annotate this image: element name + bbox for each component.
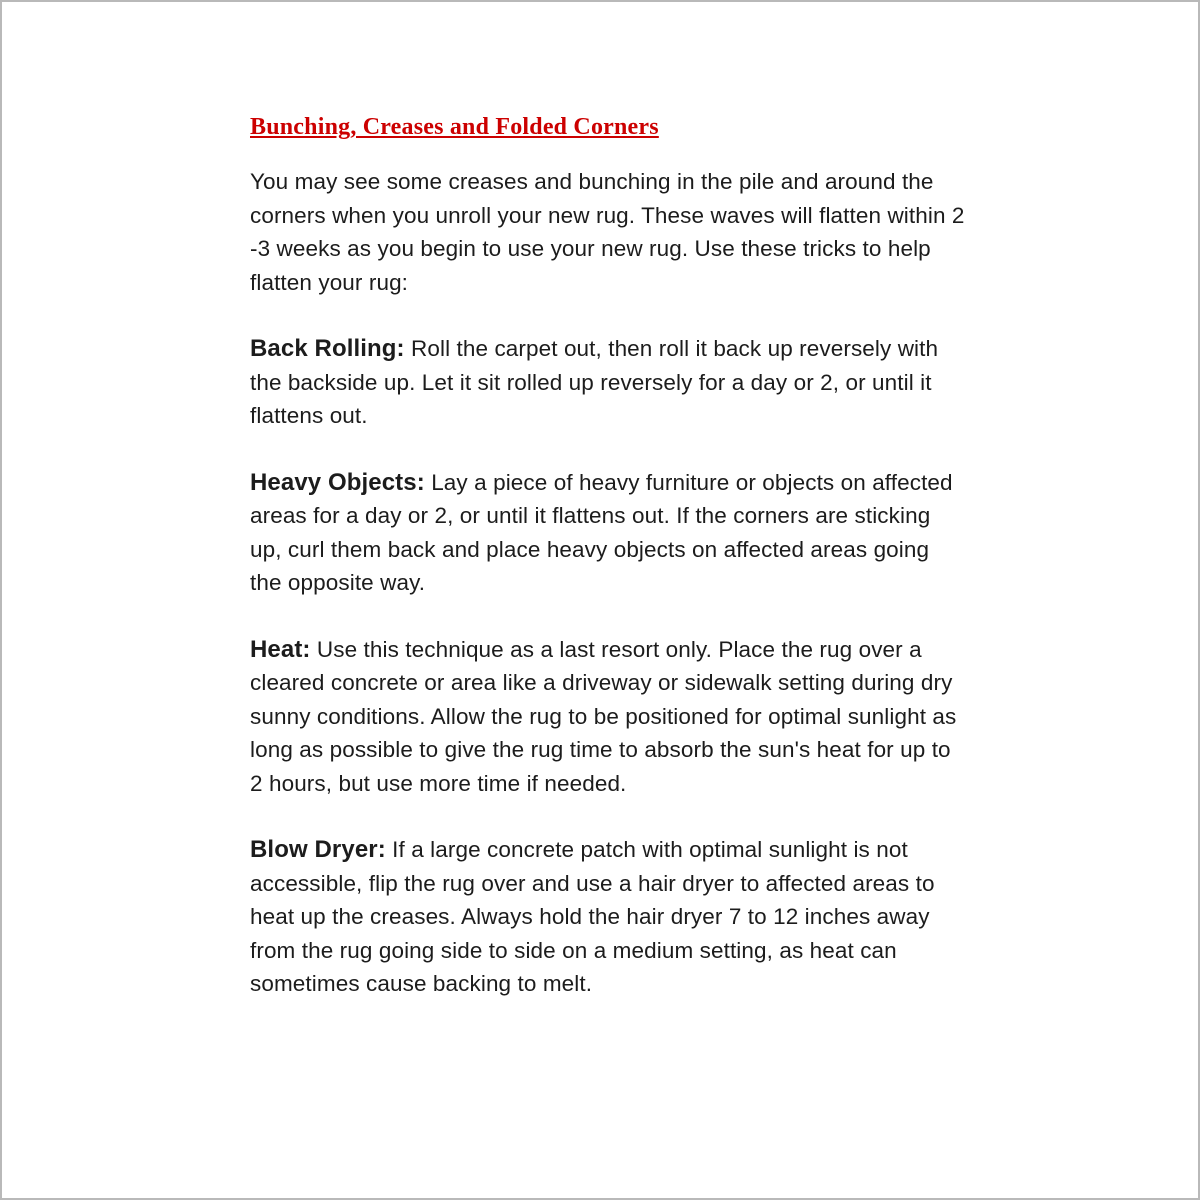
section-heat bbox=[250, 633, 965, 801]
section-label: Blow Dryer: bbox=[250, 836, 386, 863]
section-body: Lay a piece of heavy furniture or objects on affected areas for a day or 2, or until it flattens out. If the corners are sticking up, curl them back and place heavy objects on affected areas going the opposite way. bbox=[250, 469, 953, 595]
section-heavy-objects bbox=[250, 466, 965, 600]
section-blow-dryer bbox=[250, 833, 965, 1001]
section-back-rolling bbox=[250, 332, 965, 433]
section-label: Back Rolling: bbox=[250, 335, 405, 362]
section-body: Use this technique as a last resort only. Place the rug over a cleared concrete or area like a driveway or sidewalk setting during dry sunny conditions. Allow the rug to be positioned for optimal sunlight as long as possible to give the rug time to absorb the sun's heat for up to 2 hours, but use more time if needed. bbox=[250, 636, 957, 796]
section-body: Roll the carpet out, then roll it back up reversely with the backside up. Let it sit rolled up reversely for a day or 2, or until it flattens out. bbox=[250, 336, 939, 428]
intro-paragraph: You may see some creases and bunching in the pile and around the corners when you unroll your new rug. These waves will flatten within 2 -3 weeks as you begin to use your new rug. Use these tricks to help flatten your rug: bbox=[250, 169, 965, 295]
section-label: Heavy Objects: bbox=[250, 468, 425, 496]
page-title: Bunching, Creases and Folded Corners bbox=[250, 114, 659, 140]
section-label: Heat: bbox=[250, 635, 311, 663]
document-content bbox=[250, 114, 965, 1034]
section-body: If a large concrete patch with optimal sunlight is not accessible, flip the rug over and use a hair dryer to affected areas to heat up the creases. Always hold the hair dryer 7 to 12 inches away from the rug going side to side on a medium setting, as heat can sometimes cause backing to melt. bbox=[250, 837, 935, 996]
